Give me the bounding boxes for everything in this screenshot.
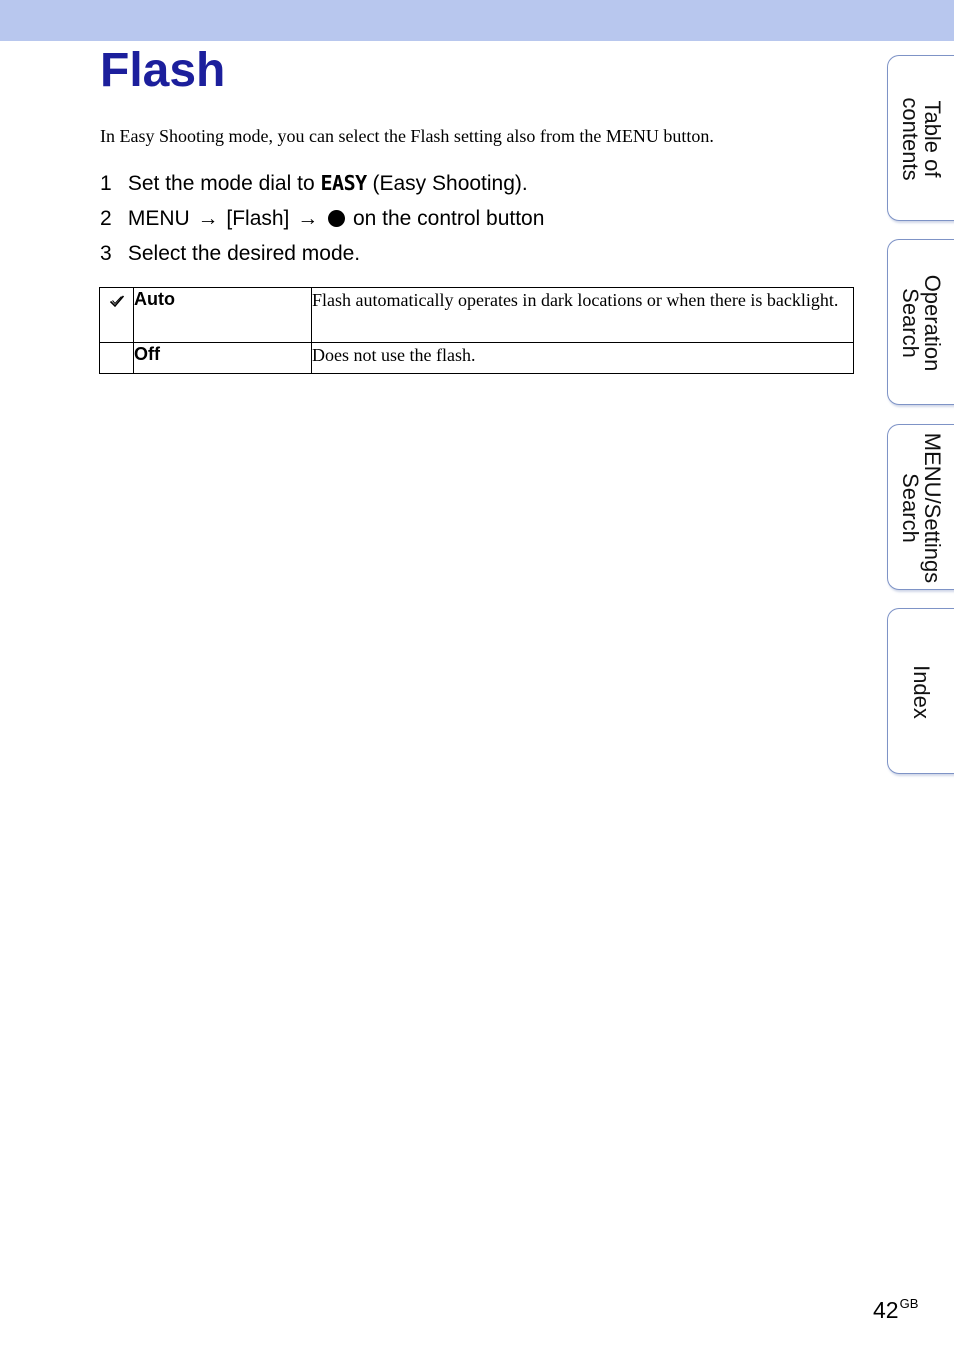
step-number: 1	[100, 172, 112, 195]
tab-operation-search[interactable]	[887, 239, 954, 405]
flash-label: [Flash]	[226, 207, 290, 230]
step-2	[100, 201, 544, 236]
tab-menu-settings-search[interactable]	[887, 424, 954, 590]
tab-label: Table of contents	[898, 97, 945, 181]
table-row	[100, 343, 854, 374]
page-region-code: GB	[899, 1296, 919, 1311]
step-text: Set the mode dial to	[127, 172, 315, 195]
intro-text: In Easy Shooting mode, you can select the Flash setting also from the MENU button.	[100, 126, 714, 146]
table-row	[100, 288, 854, 343]
step-3	[100, 236, 544, 271]
step-text: (Easy Shooting).	[372, 172, 528, 195]
page-number	[873, 1290, 918, 1324]
mode-description: Does not use the flash.	[312, 343, 854, 374]
arrow-right-icon: →	[197, 207, 219, 230]
mode-name: Auto	[134, 288, 312, 343]
step-text: Select the desired mode.	[127, 242, 361, 265]
arrow-right-icon: →	[297, 207, 319, 230]
header-band	[0, 0, 954, 41]
checkmark-icon	[109, 294, 125, 308]
tab-label: MENU/Settings Search	[898, 432, 945, 584]
tab-label: Operation Search	[898, 274, 945, 372]
filled-circle-icon	[328, 210, 345, 227]
menu-label: MENU	[127, 207, 190, 230]
tab-label: Index	[909, 665, 934, 719]
steps-list	[100, 166, 544, 271]
mode-name: Off	[134, 343, 312, 374]
step-number: 3	[100, 242, 112, 265]
default-indicator-cell	[100, 343, 134, 374]
step-number: 2	[100, 207, 112, 230]
flash-modes-table	[99, 287, 854, 374]
default-indicator-cell	[100, 288, 134, 343]
easy-mode-icon: EASY	[320, 171, 367, 195]
step-text: on the control button	[352, 207, 545, 230]
tab-table-of-contents[interactable]	[887, 55, 954, 221]
step-1	[100, 166, 544, 201]
page-number-value: 42	[873, 1297, 899, 1323]
page-title: Flash	[100, 44, 226, 97]
tab-index[interactable]	[887, 608, 954, 774]
mode-description: Flash automatically operates in dark locations or when there is backlight.	[312, 288, 854, 343]
